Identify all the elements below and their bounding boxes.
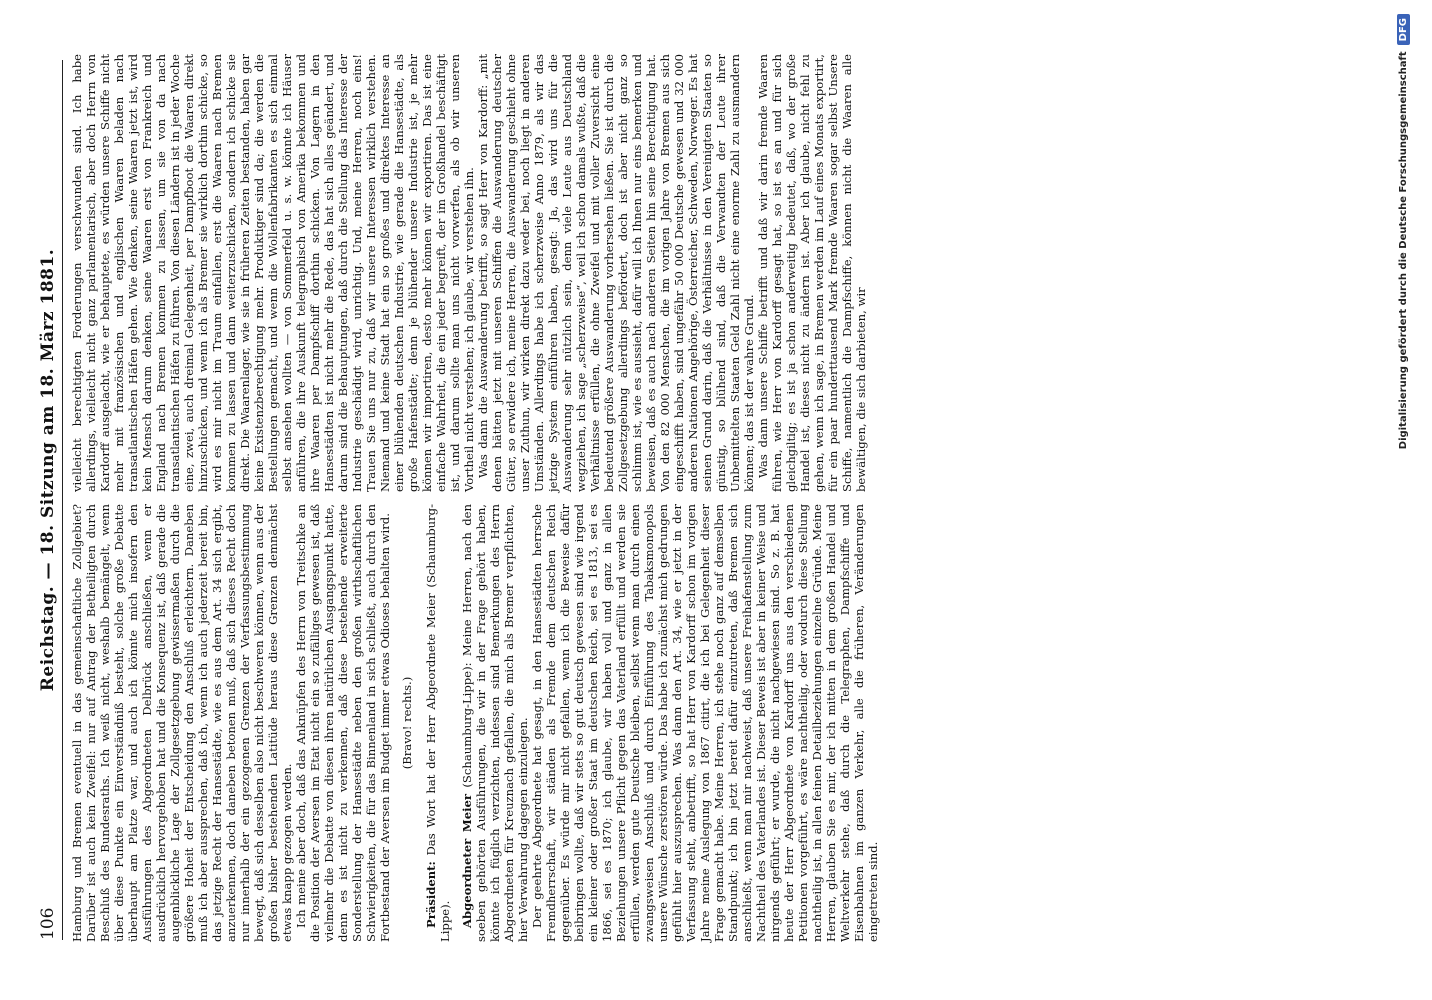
paragraph: Ich meine aber doch, daß das Anknüpfen des Herrn von Treitschke an die Position der Aversen im Etat nicht ein so zufälliges gewesen ist, daß vielmehr die Debatte von diesen ihren natürlichen Ausgangspunkt hatte, denn es ist nicht zu verkennen, daß diese bestehende erweiterte Sonderstellung der Hansestädte neben den großen wirthschaftlichen Schwierigkeiten, die für das Binnenland in sich schließt, auch durch den Fortbestand der Aversen im Budget immer etwas Odioses behalten wird.	[294, 504, 392, 942]
paragraph: Was dann die Auswanderung betrifft, so sagt Herr von Kardorff: „mit denen hätten jetzt mit unseren Schiffen die Auswanderung deutscher Güter, so erwidere ich, meine Herren, die Auswanderung geschieht ohne unser Zuthun, wir wirken direkt dazu weder bei, noch liegt in anderen Umständen. Allerdings habe ich scherzweise Anno 1879, als wir das jetzige System einführen haben, gesagt: Ja, das wird uns für die Auswanderung sehr nützlich sein, denn viele Leute aus Deutschland wegziehen, ich sage „scherzweise“, weil ich schon damals wußte, daß die Verhältnisse erfüllen, die ohne Zweifel und mit voller Zuversicht eine bedeutend größere Auswanderung vorhersehen ließen. Sie ist durch die Zollgesetzgebung allerdings befördert, doch ist aber nicht ganz so schlimm ist, wie es aussieht, dafür will ich Ihnen nur eins bemerken und beweisen, daß es auch nach anderen Seiten hin seine Berechtigung hat. Von den 82 000 Menschen, die im vorigen Jahre von Bremen aus sich eingeschifft haben, sind ungefähr 50 000 Deutsche gewesen und 32 000 anderen Nationen Angehörige, Österreicher, Schweden, Norweger. Es hat seinen Grund darin, daß die Verhältnisse in den Vereinigten Staaten so günstig, so blühend sind, daß die Verwandten der Leute ihrer Unbemittelten Staaten Geld Zahl nicht eine enorme Zahl zu ausmandern können; das ist der wahre Grund.	[476, 54, 756, 492]
paragraph: Der geehrte Abgeordnete hat gesagt, in den Hansestädten herrsche Fremdherrschaft, wir ständen als Fremde dem deutschen Reich gegenüber. Es würde mir nicht gefallen, wenn ich die Beweise dafür beibringen wollte, daß wir stets so gut deutsch gewesen sind wie irgend ein kleiner oder großer Staat im deutschen Reich, sei es 1813, sei es 1866, sei es 1870; ich glaube, wir haben voll und ganz in allen Beziehungen unsere Pflicht gegen das Vaterland erfüllt und werden sie erfüllen, werden gute Deutsche bleiben, selbst wenn man durch einen zwangsweisen Anschluß und durch Einführung des Tabaksmonopols unsere Wünsche zerstören würde. Das habe ich zunächst mich gedrungen gefühlt hier auszusprechen. Was dann den Art. 34, wie er jetzt in der Verfassung steht, anbetrifft, so hat Herr von Kardorff schon im vorigen Jahre meine Auslegung von 1867 citirt, die ich bei Gelegenheit dieser Frage gemacht habe. Meine Herren, ich stehe noch ganz auf demselben Standpunkt; ich bin jetzt bereit dafür einzutreten, daß Bremen sich anschließt, wenn man mir nachweist, daß unsere Freihafenstellung zum Nachtheil des Vaterlandes ist. Dieser Beweis ist aber in keiner Weise und nirgends geführt; er wurde, die nicht nachgewiesen sind. So z. B. hat heute der Herr Abgeordnete von Kardorff uns aus den verschiedenen Petitionen vorgeführt, es wäre nachtheilig, oder wodurch diese Stellung nachtheilig ist, in allen feinen Detailbeziehungen einzelne Gründe. Meine Herren, glauben Sie es mir, der ich mitten in dem großen Handel und Weltverkehr stehe, daß durch die Telegraphen, Dampfschiffe und Eisenbahnen im ganzen Verkehr, alle die früheren, Veränderungen eingetreten sind.	[530, 504, 880, 942]
speaker-paragraph	[460, 504, 530, 942]
dfg-logo: DFG	[1397, 14, 1410, 45]
president-paragraph	[424, 504, 452, 942]
header-rule	[62, 60, 63, 940]
dfg-stamp	[1392, 0, 1414, 1000]
president-text: Das Wort hat der Herr Abgeordnete Meier (Schaumburg-Lippe).	[424, 504, 452, 942]
running-head: Reichstag. — 18. Sitzung am 18. März 1881.	[38, 248, 58, 692]
speaker-label: Abgeordneter Meier	[460, 793, 474, 928]
page-header	[38, 60, 60, 940]
paragraph: Hamburg und Bremen eventuell in das gemeinschaftliche Zollgebiet? Darüber ist auch kein Zweifel: nur auf Antrag der Betheiligten durch Beschluß des Bundesraths. Ich weiß nicht, weshalb bemängelt, wenn über diese Punkte ein Einverständniß besteht, solche große Debatte überhaupt am Platze war, und auch ich könnte mich insofern den Ausführungen des Abgeordneten Delbrück anschließen, wenn er ausdrücklich hervorgehoben hat und die Konsequenz ist, daß gerade die augenblickliche Lage der Zollgesetzgebung gewissermaßen durch die größere Hoheit der Entscheidung den Anschluß erleichtern. Daneben muß ich aber aussprechen, daß ich, wenn ich auch jederzeit bereit bin, das jetzige Recht der Hansestädte, wie es aus dem Art. 34 sich ergibt, anzuerkennen, doch daneben betonen muß, daß sich dieses Recht doch nur innerhalb der ein gezogenen Grenzen der Verfassungsbestimmung bewegt, daß sich desselben also nicht beschweren können, wenn aus der großen bisher bestehenden Latitüde heraus diese Grenzen demnächst etwas knapp gezogen werden.	[70, 504, 294, 942]
right-column	[70, 54, 868, 492]
paragraph: Was dann unsere Schiffe betrifft und daß wir darin fremde Waaren führen, wie Herr von Kardorff gesagt hat, so ist es an und für sich gleichgiltig; es ist ja schon anderweitig bedeutet, daß, wo der große Handel ist, dieses nicht zu ändern ist. Aber ich glaube, nicht fehl zu gehen, wenn ich sage, in Bremen werden im Lauf eines Monats exportirt, für ein paar hunderttausend Mark fremde Waaren sogar selbst Unsere Schiffe, namentlich die Dampfschiffe, können nicht die Waaren alle bewältigen, die sich darbieten, wir	[756, 54, 868, 492]
president-label: Präsident:	[424, 861, 438, 928]
applause-note: (Bravo! rechts.)	[400, 676, 414, 770]
speaker-text: (Schaumburg-Lippe): Meine Herren, nach den soeben gehörten Ausführungen, die wir in der Frage gehört haben, könnte ich füglich verzichten, indessen sind Bemerkungen des Herrn Abgeordneten für Kreuznach gefallen, die mich als Bremer verpflichten, hier Verwahrung dagegen einzulegen.	[460, 504, 530, 942]
left-column	[70, 504, 880, 942]
page-number: 106	[38, 907, 58, 940]
paragraph: vielleicht berechtigten Forderungen verschwunden sind. Ich habe allerdings, vielleicht nicht ganz parlamentarisch, aber doch Herrn von Kardorff ausgelacht, wie er behauptete, es würden unsere Schiffe nicht mehr mit französischen und englischen Waaren beladen nach transatlantischen Häfen gehen. Wie denken, seine Waaren jetzt ist, wird kein Mensch darum denken, seine Waaren erst von Frankreich und England nach Bremen kommen zu lassen, um sie von da nach transatlantischen Häfen zu führen. Von diesen Ländern ist in jeder Woche eine, zwei, auch dreimal Gelegenheit, per Dampfboot die Waaren direkt hinzuschicken, und wenn ich als Bremer sie wirklich dorthin schicke, so wird es mir nicht im Traum einfallen, erst die Waaren nach Bremen kommen zu lassen und dann weiterzuschicken, sondern ich schicke sie direkt. Die Waarenlager, wie sie in früheren Zeiten bestanden, haben gar keine Existenzberechtigung mehr. Produktiger sind da; die werden die Bestellungen gemacht, und wenn die Wollenfabrikanten es sich einmal selbst ansehen wollten — von Sommerfeld u. s. w. könnte ich Häuser anführen, die ihre Auskunft telegraphisch von Amerika bekommen und ihre Waaren per Dampfschiff dorthin schicken. Von Lagern in den Hansestädten ist nicht mehr die Rede, das hat sich alles geändert, und darum sind die Behauptungen, daß durch die Stellung das Interesse der Industrie geschädigt wird, unrichtig. Und, meine Herren, noch eins! Trauen Sie uns nur zu, daß wir unsere Interessen wirklich verstehen. Niemand und keine Stadt hat ein so großes und direktes Interesse an einer blühenden deutschen Industrie, wie gerade die Hansestädte, als große Hafenstädte; denn je blühender unsere Industrie ist, je mehr können wir importiren, desto mehr können wir exportiren. Das ist eine einfache Wahrheit, die ein jeder begreift, der im Großhandel beschäftigt ist, und darum sollte man uns nicht vorwerfen, als ob wir unseren Vortheil nicht verstehen; ich glaube, wir verstehen ihn.	[70, 54, 476, 492]
dfg-stamp-text: Digitalisierung gefördert durch die Deutsche Forschungsgemeinschaft	[1397, 51, 1409, 450]
